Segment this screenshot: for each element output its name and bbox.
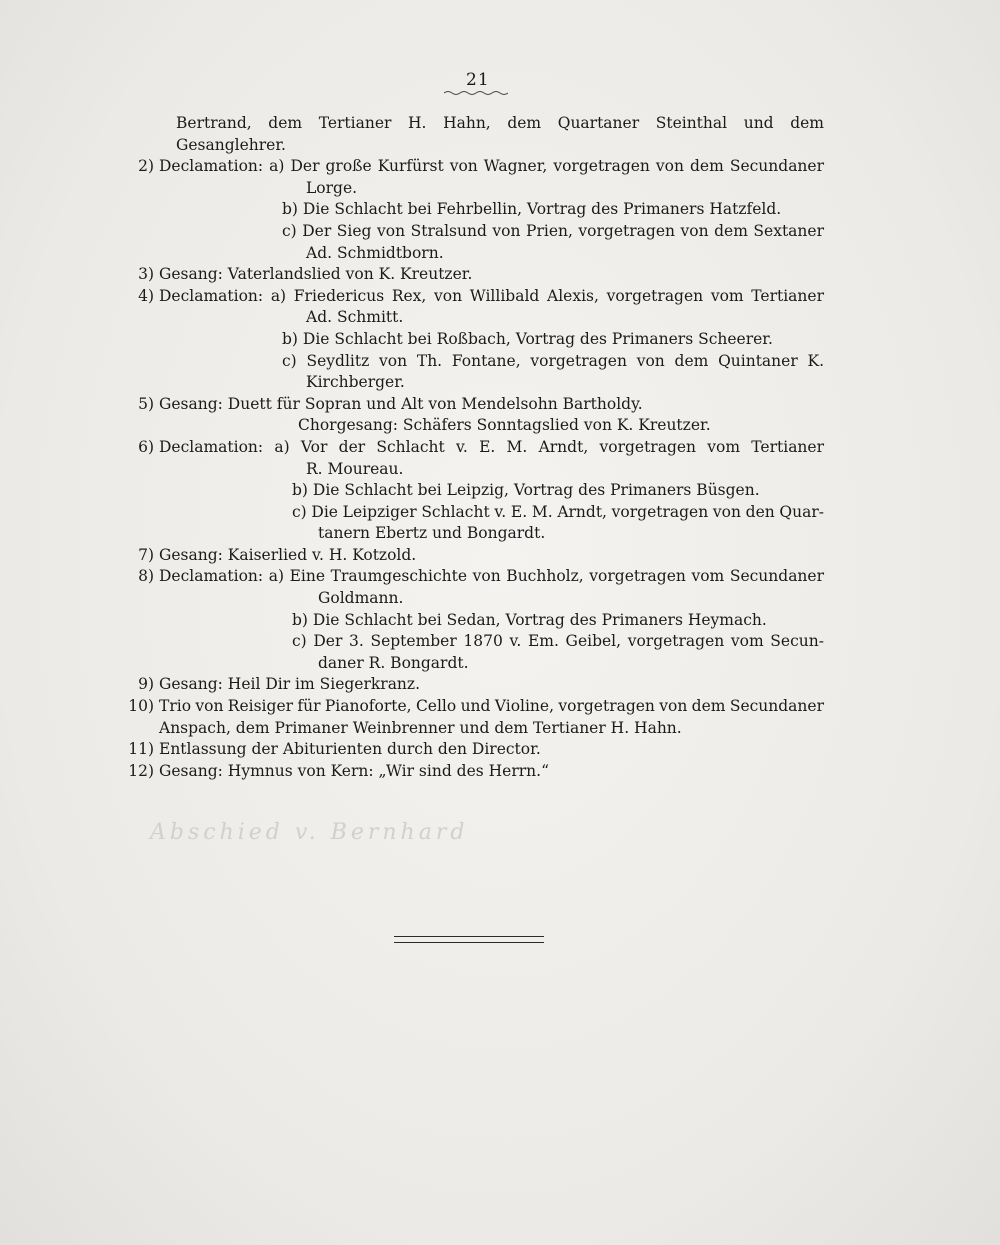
item-text: Declamation: a) Vor der Schlacht v. E. M. Arndt, vorgetragen vom Tertianer (159, 437, 824, 456)
item-text: b) Die Schlacht bei Fehrbellin, Vortrag des Primaners Hatzfeld. (282, 200, 782, 219)
program-item (112, 674, 824, 696)
item-number: 11) (128, 740, 154, 759)
program-item-continuation (112, 415, 824, 437)
item-text: Ad. Schmitt. (306, 308, 404, 327)
item-text: Goldmann. (318, 589, 404, 608)
program-item (112, 286, 824, 308)
item-text: c) Der Sieg von Stralsund von Prien, vorgetragen von dem Sextaner (282, 221, 824, 240)
program-item (112, 761, 824, 783)
item-text: Gesanglehrer. (176, 135, 286, 154)
item-text: Gesang: Heil Dir im Siegerkranz. (159, 675, 421, 694)
item-text: Lorge. (306, 178, 358, 197)
item-number: 4) (138, 286, 154, 305)
item-text: Declamation: a) Der große Kurfürst von Wagner, vorgetragen von dem Secundaner (159, 157, 824, 176)
item-text: Entlassung der Abiturienten durch den Director. (159, 740, 541, 759)
item-text: Ad. Schmidtborn. (306, 243, 444, 262)
item-text: Declamation: a) Friedericus Rex, von Willibald Alexis, vorgetragen vom Tertianer (159, 286, 824, 305)
item-text: b) Die Schlacht bei Roßbach, Vortrag des Primaners Scheerer. (282, 329, 773, 348)
program-item-continuation (112, 610, 824, 632)
program-item (112, 696, 824, 718)
program-item-continuation (112, 221, 824, 243)
program-item-continuation (112, 113, 824, 135)
item-text: Gesang: Hymnus von Kern: „Wir sind des Herrn.“ (159, 761, 549, 780)
item-text: c) Die Leipziger Schlacht v. E. M. Arndt, vorgetragen von den Quar- (292, 502, 824, 521)
item-number: 7) (138, 545, 154, 564)
program-item-continuation (112, 178, 824, 200)
program-item (112, 156, 824, 178)
item-text: Chorgesang: Schäfers Sonntagslied von K. Kreutzer. (298, 416, 711, 435)
item-text: c) Seydlitz von Th. Fontane, vorgetragen von dem Quintaner K. (282, 351, 824, 370)
item-number: 10) (128, 697, 154, 716)
program-item-continuation (112, 329, 824, 351)
item-text: Bertrand, dem Tertianer H. Hahn, dem Quartaner Steinthal und dem (176, 114, 824, 132)
program-item (112, 566, 824, 588)
item-number: 9) (138, 675, 154, 694)
program-item (112, 437, 824, 459)
show-through-text: Abschied v. Bernhard (150, 820, 469, 845)
program-item (112, 545, 824, 567)
wavy-ornament (444, 90, 508, 96)
program-item-continuation (112, 653, 824, 675)
program-item (112, 264, 824, 286)
program-item-continuation (112, 351, 824, 373)
page-number: 21 (466, 70, 490, 90)
double-rule-divider (394, 936, 544, 943)
item-text: Gesang: Duett für Sopran und Alt von Mendelsohn Bartholdy. (159, 394, 643, 413)
program-item-continuation (112, 199, 824, 221)
item-text: c) Der 3. September 1870 v. Em. Geibel, vorgetragen vom Secun- (292, 632, 824, 651)
item-text: daner R. Bongardt. (318, 653, 469, 672)
item-number: 3) (138, 265, 154, 284)
program-list (112, 113, 824, 782)
program-item-continuation (112, 718, 824, 740)
item-number: 12) (128, 761, 154, 780)
item-text: b) Die Schlacht bei Sedan, Vortrag des Primaners Heymach. (292, 610, 767, 629)
item-text: R. Moureau. (306, 459, 404, 478)
program-item (112, 394, 824, 416)
item-text: Declamation: a) Eine Traumgeschichte von Buchholz, vorgetragen vom Secundaner (159, 567, 824, 586)
item-text: Trio von Reisiger für Pianoforte, Cello und Violine, vorgetragen von dem Secundaner (159, 697, 824, 716)
program-item-continuation (112, 243, 824, 265)
item-number: 8) (138, 567, 154, 586)
program-item-continuation (112, 459, 824, 481)
program-item-continuation (112, 480, 824, 502)
program-item-continuation (112, 588, 824, 610)
item-text: Kirchberger. (306, 373, 405, 392)
program-item-continuation (112, 135, 824, 157)
program-item-continuation (112, 372, 824, 394)
item-text: Gesang: Kaiserlied v. H. Kotzold. (159, 545, 417, 564)
program-item-continuation (112, 502, 824, 524)
item-number: 2) (138, 157, 154, 176)
program-item (112, 739, 824, 761)
item-text: b) Die Schlacht bei Leipzig, Vortrag des Primaners Büsgen. (292, 481, 760, 500)
program-item-continuation (112, 631, 824, 653)
program-item-continuation (112, 307, 824, 329)
item-text: Anspach, dem Primaner Weinbrenner und dem Tertianer H. Hahn. (159, 718, 682, 737)
item-text: Gesang: Vaterlandslied von K. Kreutzer. (159, 265, 473, 284)
item-text: tanern Ebertz und Bongardt. (318, 524, 546, 543)
item-number: 5) (138, 394, 154, 413)
item-number: 6) (138, 437, 154, 456)
program-item-continuation (112, 523, 824, 545)
